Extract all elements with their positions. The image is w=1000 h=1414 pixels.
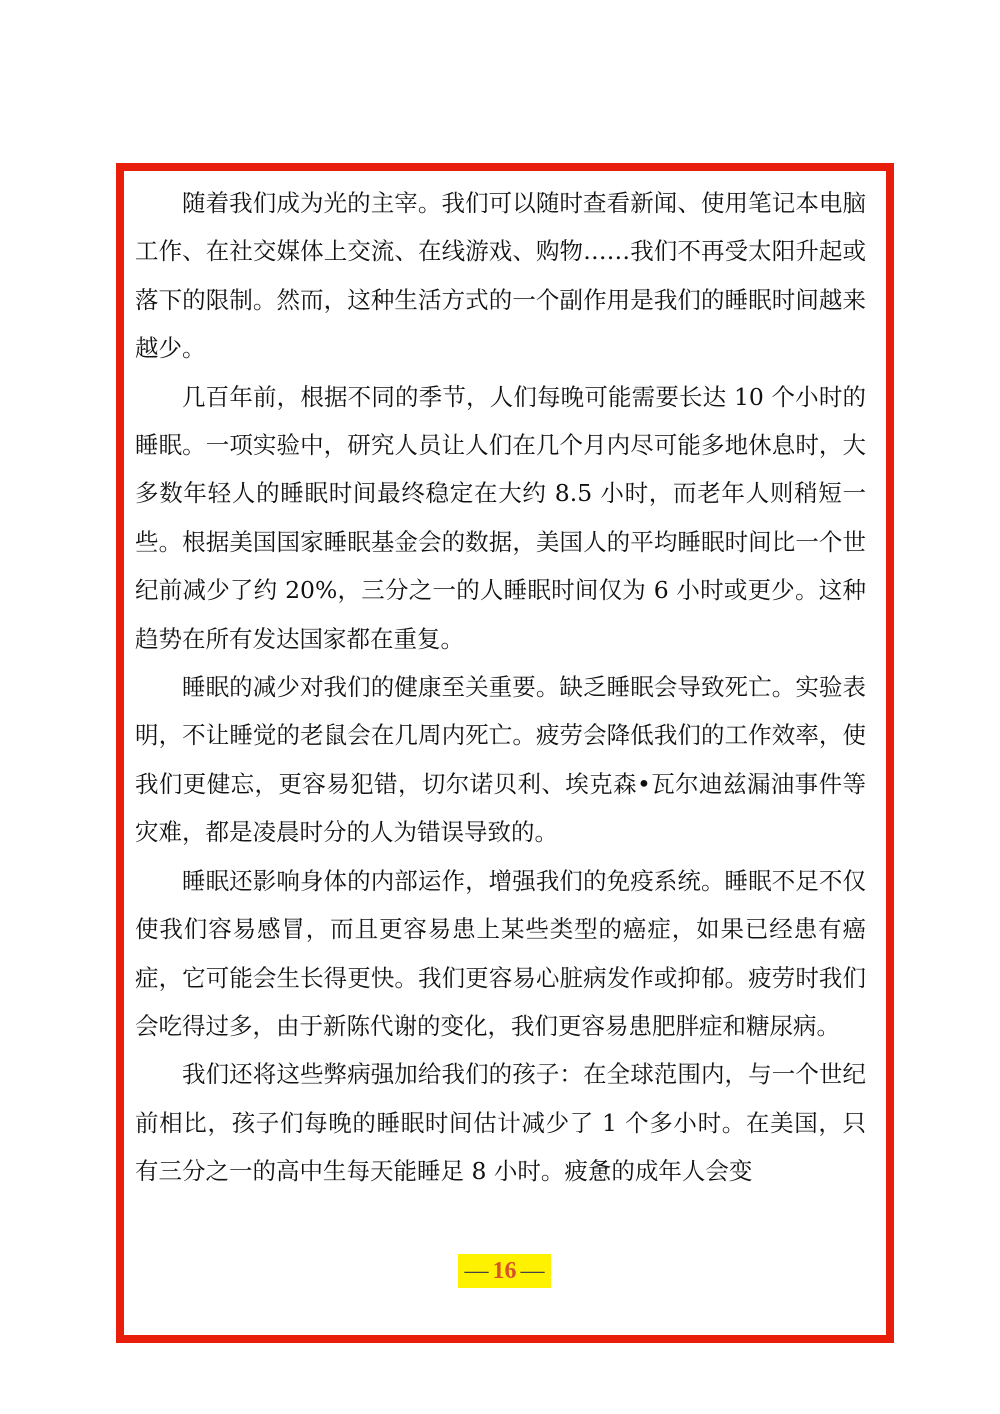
paragraph: 睡眠的减少对我们的健康至关重要。缺乏睡眠会导致死亡。实验表明，不让睡觉的老鼠会在几周内死亡。疲劳会降低我们的工作效率，使我们更健忘，更容易犯错，切尔诺贝利、埃克森•瓦尔迪兹漏油事件等灾难，都是凌晨时分的人为错误导致的。 <box>135 673 866 847</box>
page-number-dash-right: — <box>520 1257 545 1284</box>
page-number-badge <box>458 1254 551 1288</box>
document-body <box>135 179 866 1196</box>
paragraph: 睡眠还影响身体的内部运作，增强我们的免疫系统。睡眠不足不仅使我们容易感冒，而且更容易患上某些类型的癌症，如果已经患有癌症，它可能会生长得更快。我们更容易心脏病发作或抑郁。疲劳时我们会吃得过多，由于新陈代谢的变化，我们更容易患肥胖症和糖尿病。 <box>135 866 866 1040</box>
page-number-dash-left: — <box>464 1257 489 1284</box>
paragraph: 我们还将这些弊病强加给我们的孩子：在全球范围内，与一个世纪前相比，孩子们每晚的睡眠时间估计减少了 1 个多小时。在美国，只有三分之一的高中生每天能睡足 8 小时。疲惫的成年人会变 <box>135 1060 866 1186</box>
paragraph: 几百年前，根据不同的季节，人们每晚可能需要长达 10 个小时的睡眠。一项实验中，研究人员让人们在几个月内尽可能多地休息时，大多数年轻人的睡眠时间最终稳定在大约 8.5 小时，而老年人则稍短一些。根据美国国家睡眠基金会的数据，美国人的平均睡眠时间比一个世纪前减少了约 20%，三分之一的人睡眠时间仅为 6 小时或更少。这种趋势在所有发达国家都在重复。 <box>135 382 866 653</box>
paragraph: 随着我们成为光的主宰。我们可以随时查看新闻、使用笔记本电脑工作、在社交媒体上交流、在线游戏、购物……我们不再受太阳升起或落下的限制。然而，这种生活方式的一个副作用是我们的睡眠时间越来越少。 <box>135 189 866 363</box>
page-number: 16 <box>492 1257 517 1284</box>
